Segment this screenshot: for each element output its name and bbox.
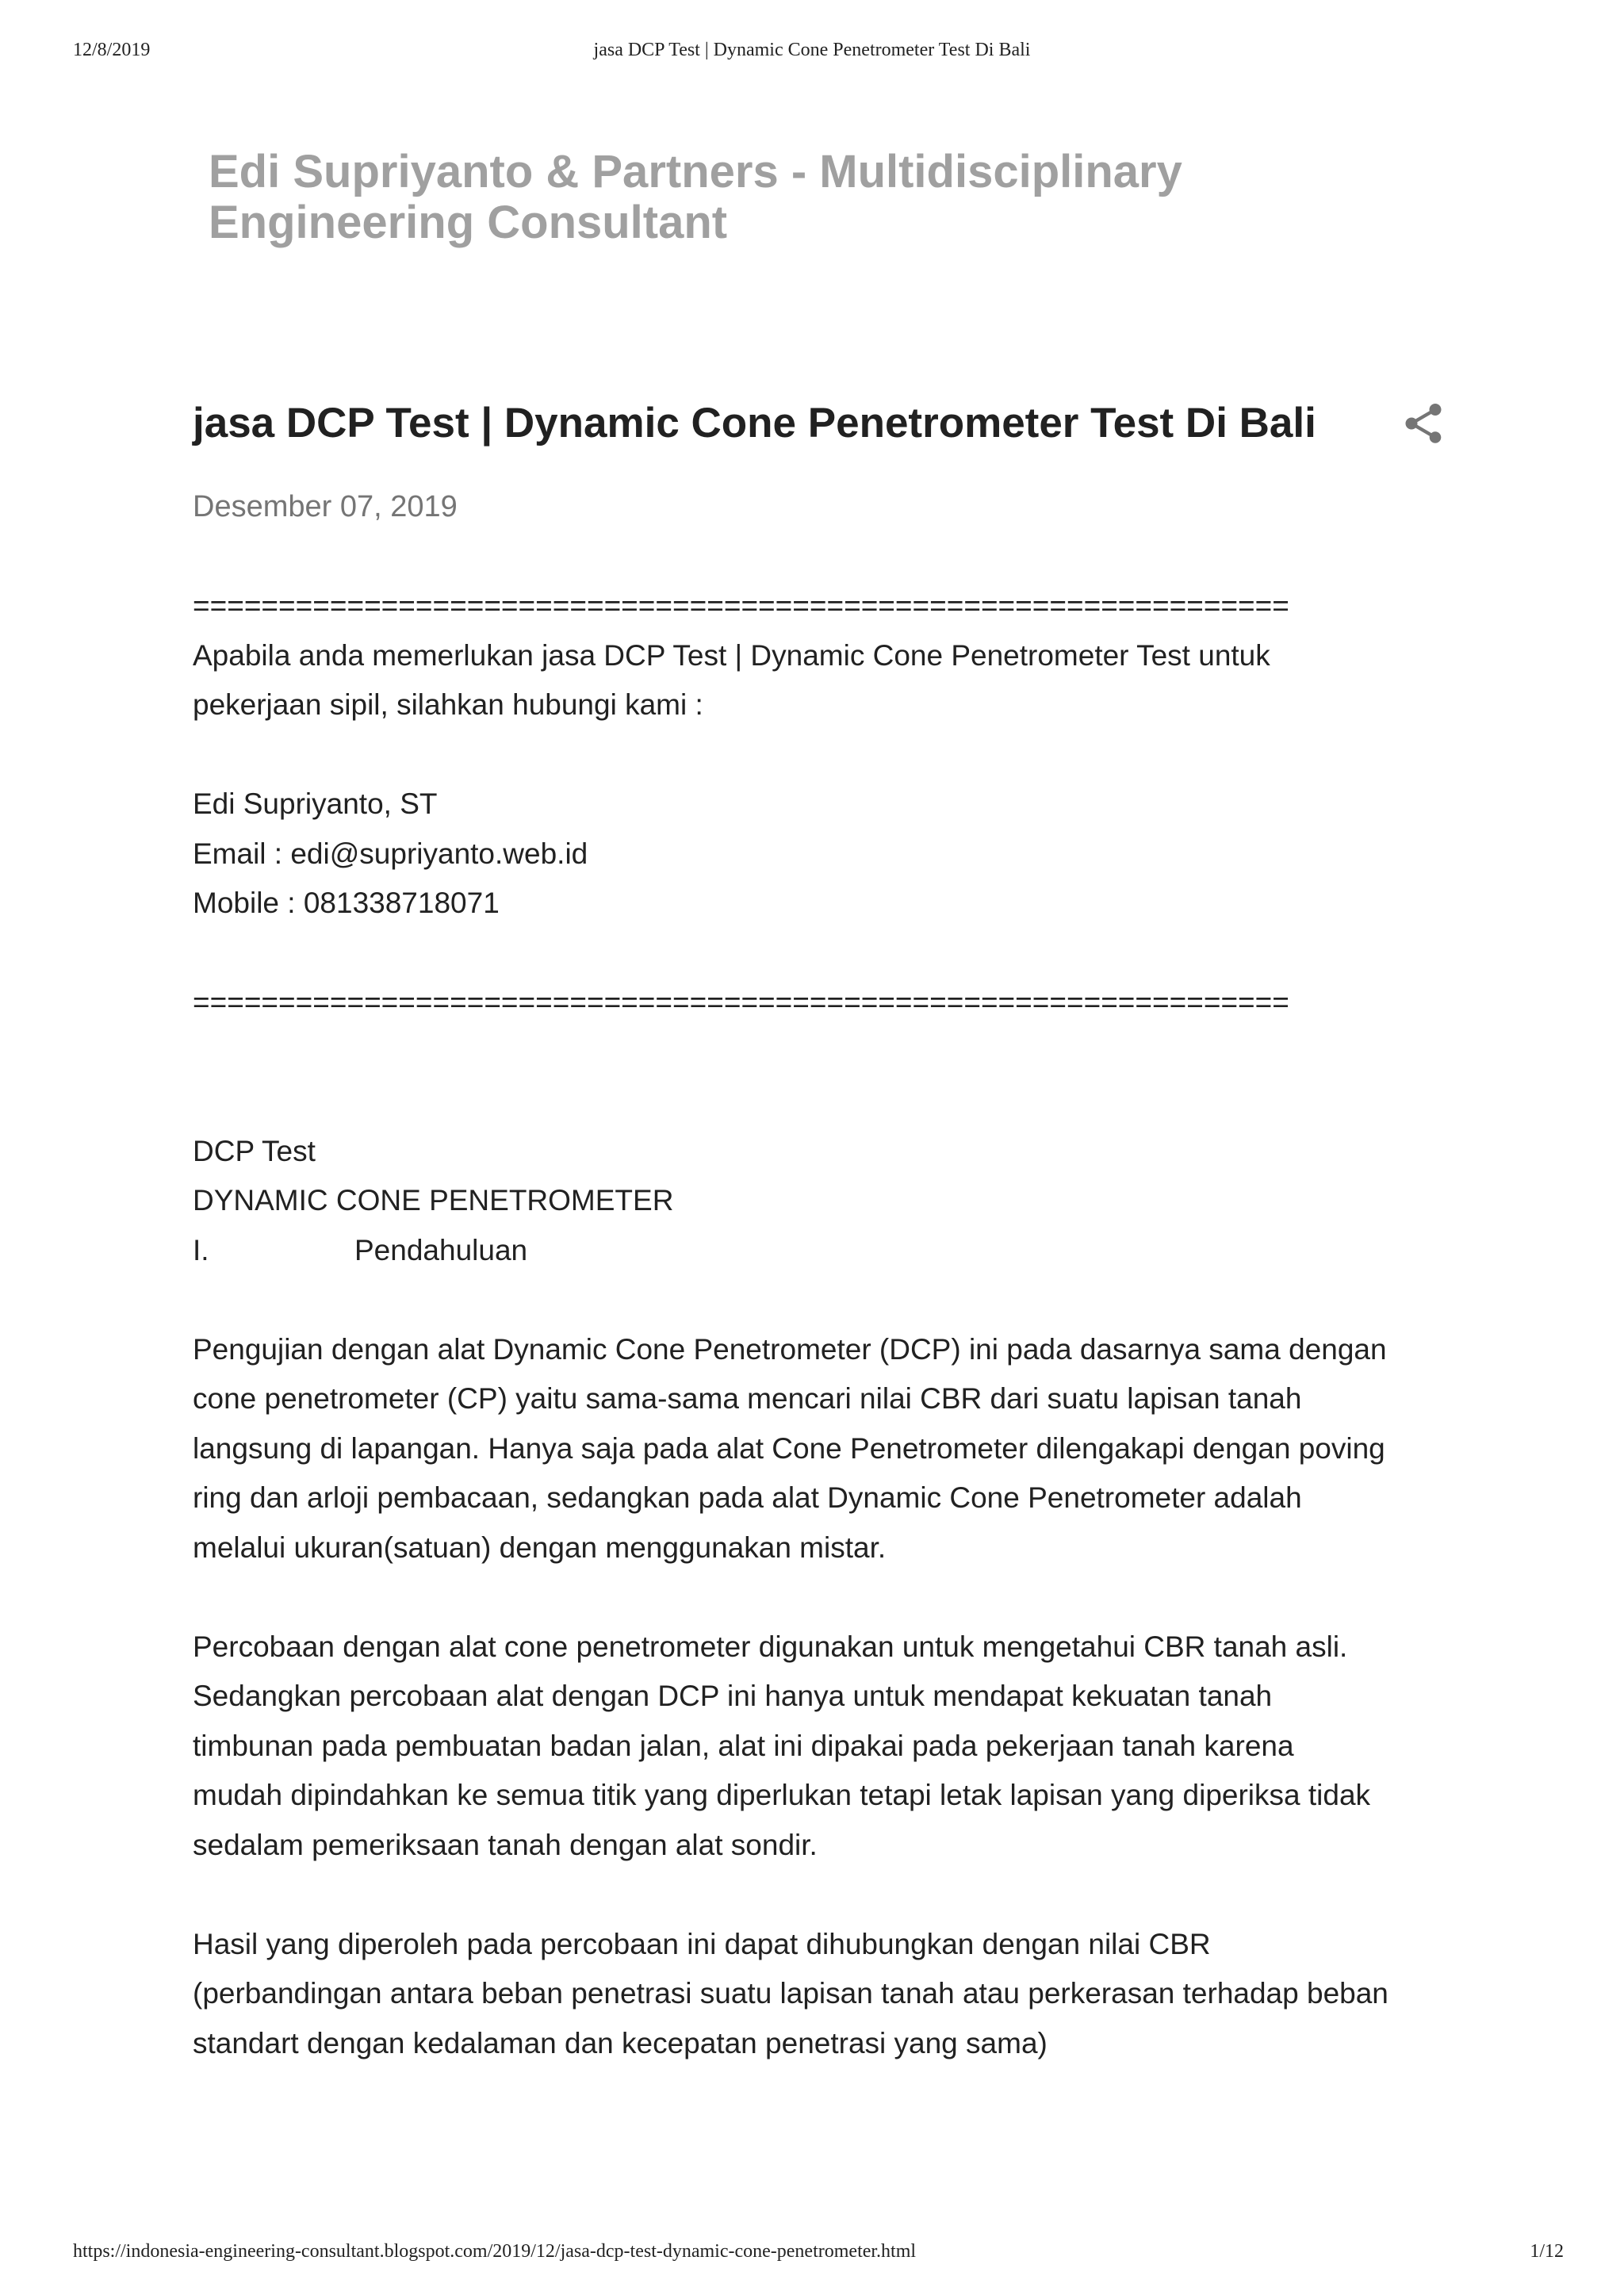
print-header [0,40,1624,68]
heading-number: I. [193,1233,209,1266]
heading-text: Pendahuluan [354,1233,528,1266]
blog-title-line-1[interactable]: Edi Supriyanto & Partners - Multidisciplinary [209,146,1182,197]
paragraph-1 [193,1325,1461,1573]
share-button[interactable] [1400,400,1447,447]
print-page-number: 1/12 [1530,2241,1564,2262]
contact-mobile: Mobile : 081338718071 [193,887,500,919]
separator-line: ================================================================ [193,986,1289,1018]
paragraph-line: melalui ukuran(satuan) dengan menggunakan mistar. [193,1531,887,1564]
paragraph-line: standart dengan kedalaman dan kecepatan penetrasi yang sama) [193,2026,1048,2059]
separator-line: ================================================================ [193,589,1289,622]
blog-title-line-2[interactable]: Engineering Consultant [209,197,728,248]
paragraph-2 [193,1623,1461,1871]
post-title: jasa DCP Test | Dynamic Cone Penetrometer Test Di Bali [193,400,1316,446]
print-page-title: jasa DCP Test | Dynamic Cone Penetrometer Test Di Bali [593,40,1031,60]
blog-title[interactable] [209,147,1319,248]
paragraph-3 [193,1920,1461,2069]
share-icon [1400,400,1447,447]
paragraph-line: Hasil yang diperoleh pada percobaan ini dapat dihubungkan dengan nilai CBR [193,1927,1211,1960]
paragraph-line: Pengujian dengan alat Dynamic Cone Penetrometer (DCP) ini pada dasarnya sama dengan [193,1332,1387,1366]
paragraph-line: Sedangkan percobaan alat dengan DCP ini hanya untuk mendapat kekuatan tanah [193,1680,1273,1712]
paragraph-line: cone penetrometer (CP) yaitu sama-sama mencari nilai CBR dari suatu lapisan tanah [193,1382,1302,1415]
paragraph-line: langsung di lapangan. Hanya saja pada alat Cone Penetrometer dilengakapi dengan poving [193,1431,1385,1465]
section-heading [193,1226,1461,1276]
section-subtitle: DYNAMIC CONE PENETROMETER [193,1184,674,1216]
paragraph-line: ring dan arloji pembacaan, sedangkan pada alat Dynamic Cone Penetrometer adalah [193,1481,1302,1514]
print-footer [0,2241,1624,2270]
intro-line: Apabila anda memerlukan jasa DCP Test | Dynamic Cone Penetrometer Test untuk [193,638,1270,672]
paragraph-line: Percobaan dengan alat cone penetrometer digunakan untuk mengetahui CBR tanah asli. [193,1630,1348,1663]
paragraph-line: (perbandingan antara beban penetrasi suatu lapisan tanah atau perkerasan terhadap beban [193,1977,1388,2010]
print-url: https://indonesia-engineering-consultant.blogspot.com/2019/12/jasa-dcp-test-dynamic-cone-penetrometer.html [73,2241,917,2262]
paragraph-line: sedalam pemeriksaan tanah dengan alat sondir. [193,1828,818,1861]
post-body [193,581,1461,2068]
post-date[interactable]: Desember 07, 2019 [193,490,458,523]
print-date: 12/8/2019 [73,40,151,60]
intro-line: pekerjaan sipil, silahkan hubungi kami : [193,688,703,721]
section-title: DCP Test [193,1134,316,1167]
paragraph-line: timbunan pada pembuatan badan jalan, alat ini dipakai pada pekerjaan tanah karena [193,1729,1294,1762]
paragraph-line: mudah dipindahkan ke semua titik yang diperlukan tetapi letak lapisan yang diperiksa tidak [193,1779,1371,1811]
contact-email: Email : edi@supriyanto.web.id [193,837,588,870]
contact-name: Edi Supriyanto, ST [193,787,438,820]
